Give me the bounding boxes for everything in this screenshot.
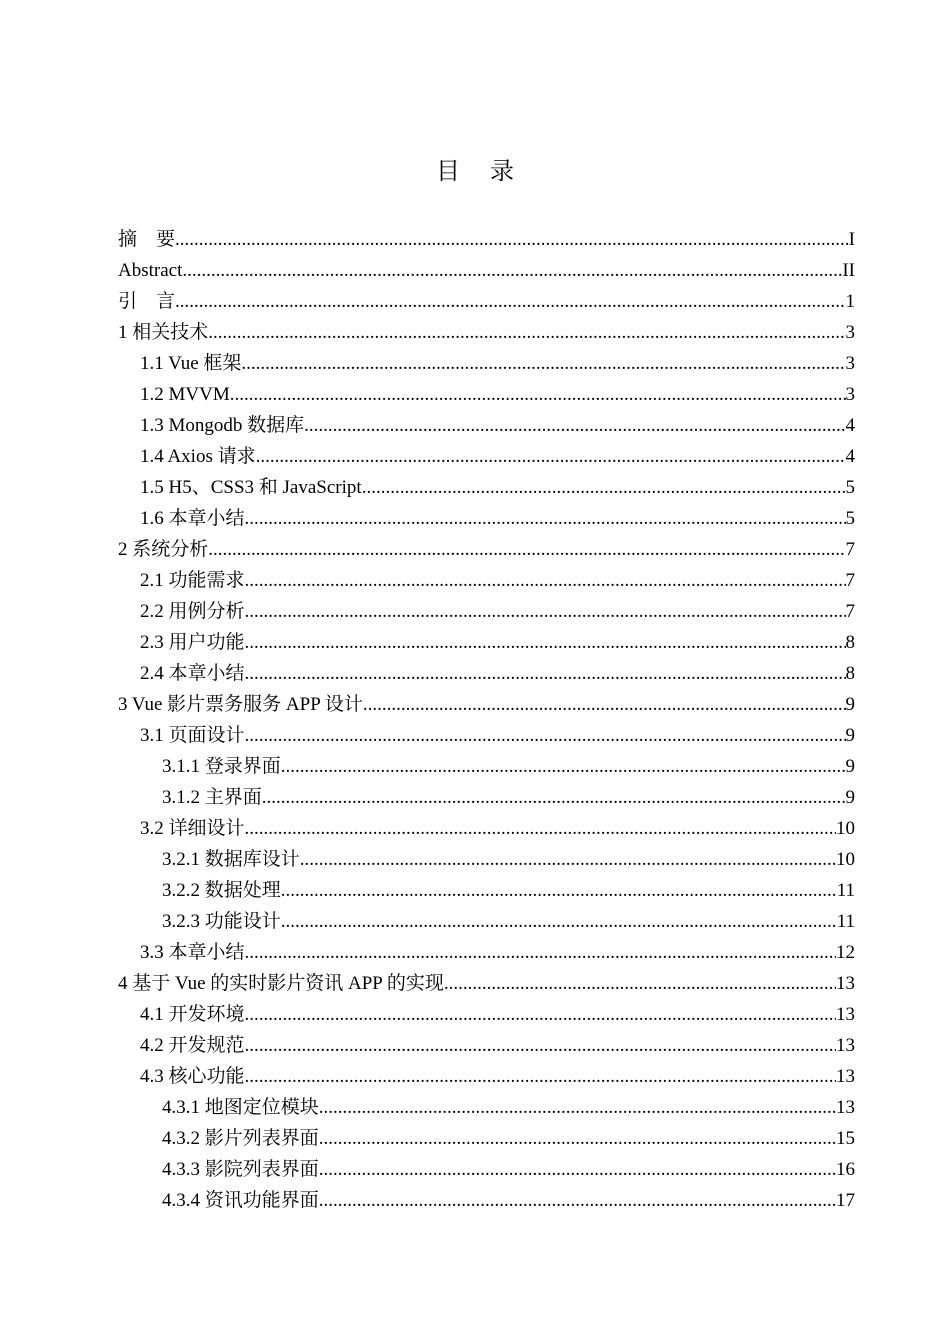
toc-dot-leader: [175, 286, 845, 317]
toc-entry-page-number: 4: [845, 446, 855, 467]
toc-dot-leader: [245, 937, 836, 968]
toc-dot-leader: [363, 689, 846, 720]
toc-entry-page-number: 5: [845, 508, 855, 529]
toc-entry-page-number: I: [848, 229, 855, 250]
toc-entry[interactable]: [118, 689, 855, 720]
toc-entry-label: 摘 要: [118, 229, 176, 250]
toc-entry-label: 3.1.1 登录界面: [162, 756, 281, 777]
toc-dot-leader: [245, 596, 846, 627]
toc-entry-label: 2 系统分析: [118, 539, 209, 560]
toc-entry[interactable]: [118, 1030, 855, 1061]
toc-entry-page-number: 8: [845, 632, 855, 653]
toc-entry-label: Abstract: [118, 260, 183, 281]
toc-dot-leader: [230, 379, 846, 410]
table-of-contents: [118, 224, 855, 1216]
toc-entry[interactable]: [118, 286, 855, 317]
toc-entry[interactable]: [118, 1154, 855, 1185]
toc-entry-label: 引 言: [118, 291, 176, 312]
toc-entry-label: 1 相关技术: [118, 322, 209, 343]
toc-dot-leader: [208, 317, 845, 348]
toc-entry[interactable]: [118, 875, 855, 906]
toc-entry[interactable]: [118, 844, 855, 875]
toc-entry-page-number: 9: [845, 756, 855, 777]
toc-entry-label: 4.3.1 地图定位模块: [162, 1097, 319, 1118]
toc-entry-page-number: 9: [845, 725, 855, 746]
toc-dot-leader: [262, 782, 846, 813]
toc-title: [0, 156, 950, 188]
toc-entry-page-number: 8: [845, 663, 855, 684]
toc-entry-page-number: 3: [845, 322, 855, 343]
toc-entry-page-number: 1: [845, 291, 855, 312]
toc-entry-page-number: 11: [836, 880, 855, 901]
toc-entry[interactable]: [118, 782, 855, 813]
toc-entry[interactable]: [118, 596, 855, 627]
toc-entry-label: 1.2 MVVM: [140, 384, 230, 405]
toc-dot-leader: [245, 1061, 836, 1092]
toc-entry-label: 1.5 H5、CSS3 和 JavaScript: [140, 477, 362, 498]
toc-entry[interactable]: [118, 751, 855, 782]
toc-entry-label: 4.3.3 影院列表界面: [162, 1159, 319, 1180]
toc-entry[interactable]: [118, 224, 855, 255]
toc-entry[interactable]: [118, 968, 855, 999]
toc-dot-leader: [241, 348, 845, 379]
toc-dot-leader: [362, 472, 846, 503]
toc-dot-leader: [208, 534, 845, 565]
toc-entry[interactable]: [118, 1092, 855, 1123]
toc-entry-page-number: 3: [845, 384, 855, 405]
toc-dot-leader: [245, 658, 846, 689]
toc-title-left: 目: [436, 159, 460, 185]
toc-entry[interactable]: [118, 720, 855, 751]
toc-entry-label: 3.2.3 功能设计: [162, 911, 281, 932]
toc-entry-page-number: 10: [836, 849, 855, 870]
toc-entry-label: 4.1 开发环境: [140, 1004, 245, 1025]
toc-dot-leader: [319, 1123, 836, 1154]
toc-entry-label: 4 基于 Vue 的实时影片资讯 APP 的实现: [118, 973, 444, 994]
toc-entry-label: 3 Vue 影片票务服务 APP 设计: [118, 694, 363, 715]
toc-entry[interactable]: [118, 906, 855, 937]
toc-entry-page-number: 16: [836, 1159, 855, 1180]
toc-entry-label: 2.2 用例分析: [140, 601, 245, 622]
toc-entry-page-number: 11: [836, 911, 855, 932]
toc-entry[interactable]: [118, 937, 855, 968]
toc-dot-leader: [319, 1185, 836, 1216]
toc-entry[interactable]: [118, 472, 855, 503]
toc-entry[interactable]: [118, 503, 855, 534]
toc-entry-page-number: 13: [836, 1097, 855, 1118]
toc-dot-leader: [182, 255, 842, 286]
toc-dot-leader: [444, 968, 836, 999]
toc-dot-leader: [245, 627, 846, 658]
toc-dot-leader: [300, 844, 836, 875]
toc-entry-label: 3.2 详细设计: [140, 818, 245, 839]
toc-entry-page-number: II: [842, 260, 855, 281]
toc-entry-label: 4.3.4 资讯功能界面: [162, 1190, 319, 1211]
toc-entry-label: 3.2.1 数据库设计: [162, 849, 300, 870]
toc-entry[interactable]: [118, 999, 855, 1030]
toc-entry-page-number: 9: [845, 787, 855, 808]
toc-dot-leader: [175, 224, 849, 255]
toc-dot-leader: [256, 441, 846, 472]
toc-dot-leader: [245, 503, 846, 534]
toc-dot-leader: [245, 813, 836, 844]
toc-dot-leader: [281, 875, 837, 906]
toc-entry[interactable]: [118, 255, 855, 286]
toc-entry-label: 3.2.2 数据处理: [162, 880, 281, 901]
toc-dot-leader: [245, 720, 846, 751]
toc-entry[interactable]: [118, 441, 855, 472]
toc-entry-label: 1.4 Axios 请求: [140, 446, 256, 467]
toc-entry[interactable]: [118, 348, 855, 379]
toc-entry-page-number: 9: [845, 694, 855, 715]
toc-entry[interactable]: [118, 1061, 855, 1092]
toc-entry-label: 2.3 用户功能: [140, 632, 245, 653]
toc-entry[interactable]: [118, 565, 855, 596]
toc-entry[interactable]: [118, 658, 855, 689]
toc-entry-page-number: 13: [836, 1066, 855, 1087]
toc-entry[interactable]: [118, 813, 855, 844]
toc-entry-label: 1.3 Mongodb 数据库: [140, 415, 305, 436]
toc-dot-leader: [245, 565, 846, 596]
toc-entry-page-number: 4: [845, 415, 855, 436]
toc-entry-page-number: 17: [836, 1190, 855, 1211]
toc-entry-label: 4.3 核心功能: [140, 1066, 245, 1087]
toc-entry-label: 4.3.2 影片列表界面: [162, 1128, 319, 1149]
toc-entry-label: 4.2 开发规范: [140, 1035, 245, 1056]
toc-entry-label: 2.4 本章小结: [140, 663, 245, 684]
toc-dot-leader: [281, 751, 846, 782]
toc-entry-page-number: 7: [845, 601, 855, 622]
toc-entry-page-number: 13: [836, 973, 855, 994]
toc-entry[interactable]: [118, 1123, 855, 1154]
toc-entry[interactable]: [118, 410, 855, 441]
toc-dot-leader: [281, 906, 837, 937]
toc-entry[interactable]: [118, 534, 855, 565]
toc-entry-page-number: 15: [836, 1128, 855, 1149]
toc-entry-page-number: 13: [836, 1004, 855, 1025]
toc-entry-page-number: 12: [836, 942, 855, 963]
toc-entry-label: 3.1 页面设计: [140, 725, 245, 746]
toc-dot-leader: [245, 999, 836, 1030]
toc-entry-page-number: 13: [836, 1035, 855, 1056]
toc-entry[interactable]: [118, 1185, 855, 1216]
toc-title-right: 录: [490, 159, 514, 185]
toc-dot-leader: [304, 410, 845, 441]
toc-entry-page-number: 10: [836, 818, 855, 839]
toc-dot-leader: [319, 1092, 836, 1123]
toc-entry-page-number: 3: [845, 353, 855, 374]
toc-entry-label: 1.1 Vue 框架: [140, 353, 242, 374]
toc-entry-label: 2.1 功能需求: [140, 570, 245, 591]
toc-entry-page-number: 7: [845, 539, 855, 560]
toc-entry[interactable]: [118, 317, 855, 348]
toc-entry-label: 3.3 本章小结: [140, 942, 245, 963]
toc-entry[interactable]: [118, 379, 855, 410]
toc-entry[interactable]: [118, 627, 855, 658]
toc-entry-page-number: 5: [845, 477, 855, 498]
toc-dot-leader: [319, 1154, 836, 1185]
toc-entry-label: 3.1.2 主界面: [162, 787, 262, 808]
toc-entry-page-number: 7: [845, 570, 855, 591]
toc-dot-leader: [245, 1030, 836, 1061]
toc-entry-label: 1.6 本章小结: [140, 508, 245, 529]
